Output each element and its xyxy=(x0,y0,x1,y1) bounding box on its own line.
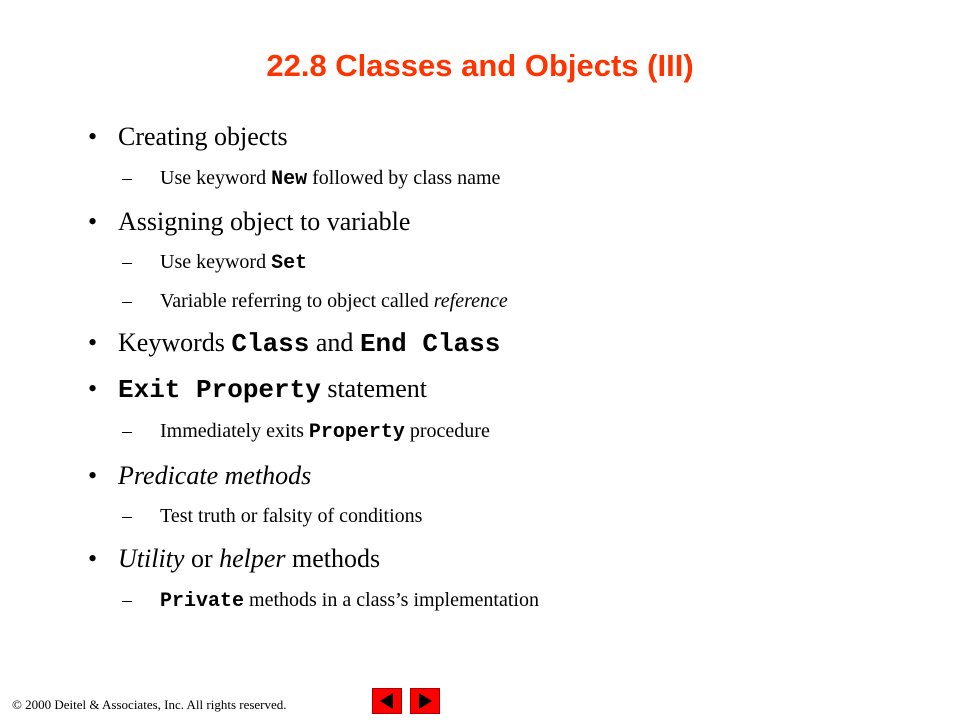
bullet-keywords-class xyxy=(88,328,501,359)
slide-title: 22.8 Classes and Objects (III) xyxy=(266,48,694,83)
sub-item-exits-property xyxy=(122,420,490,444)
bullet-text: Keywords xyxy=(118,328,232,357)
code-exit-property: Exit Property xyxy=(118,375,321,405)
sub-item-new-keyword xyxy=(122,167,501,191)
dash-glyph: – xyxy=(122,420,132,442)
bullet-text: or xyxy=(184,544,220,573)
dash-glyph: – xyxy=(122,290,132,312)
next-slide-button[interactable] xyxy=(410,688,440,714)
sub-text: Immediately exits xyxy=(160,420,309,442)
bullet-glyph: • xyxy=(88,328,98,357)
bullet-text: Assigning object to variable xyxy=(118,207,411,236)
copyright-icon: © xyxy=(12,697,22,712)
sub-text: Use keyword xyxy=(160,251,272,273)
sub-item-set-keyword xyxy=(122,251,308,275)
emphasis-predicate: Predicate methods xyxy=(118,461,312,490)
bullet-glyph: • xyxy=(88,207,98,236)
sub-item-private-methods xyxy=(122,589,539,613)
bullet-glyph: • xyxy=(88,461,98,490)
emphasis-reference: reference xyxy=(433,290,508,312)
dash-glyph: – xyxy=(122,505,132,527)
sub-item-test-truth xyxy=(122,505,423,528)
sub-text: Use keyword xyxy=(160,167,272,189)
bullet-text: statement xyxy=(320,374,427,403)
sub-text: followed by class name xyxy=(307,167,501,189)
dash-glyph: – xyxy=(122,251,132,273)
bullet-exit-property xyxy=(88,374,427,405)
code-end-class: End Class xyxy=(359,329,501,359)
previous-slide-button[interactable] xyxy=(372,688,402,714)
bullet-assigning-object xyxy=(88,207,411,237)
copyright-text: 2000 Deitel & Associates, Inc. All rights reserved. xyxy=(25,697,287,712)
left-arrow-icon xyxy=(373,689,401,713)
dash-glyph: – xyxy=(122,167,132,189)
bullet-creating-objects xyxy=(88,122,288,152)
copyright-footer xyxy=(12,697,287,713)
sub-text: Variable referring to object called xyxy=(160,290,434,312)
emphasis-utility: Utility xyxy=(118,544,185,573)
bullet-text: Creating objects xyxy=(118,122,288,151)
bullet-text: and xyxy=(309,328,360,357)
code-private: Private xyxy=(160,590,245,613)
code-class: Class xyxy=(231,329,310,359)
bullet-utility-methods xyxy=(88,544,381,574)
right-arrow-icon xyxy=(411,689,439,713)
sub-text: procedure xyxy=(404,420,490,442)
sub-text: methods in a class’s implementation xyxy=(244,589,539,611)
bullet-glyph: • xyxy=(88,122,98,151)
sub-item-reference xyxy=(122,290,508,313)
bullet-predicate-methods xyxy=(88,461,312,491)
dash-glyph: – xyxy=(122,589,132,611)
emphasis-helper: helper xyxy=(219,544,286,573)
sub-text: Test truth or falsity of conditions xyxy=(160,505,423,527)
bullet-text: methods xyxy=(285,544,381,573)
bullet-glyph: • xyxy=(88,374,98,403)
bullet-glyph: • xyxy=(88,544,98,573)
code-new: New xyxy=(271,168,308,191)
code-set: Set xyxy=(271,252,308,275)
code-property: Property xyxy=(308,421,405,444)
